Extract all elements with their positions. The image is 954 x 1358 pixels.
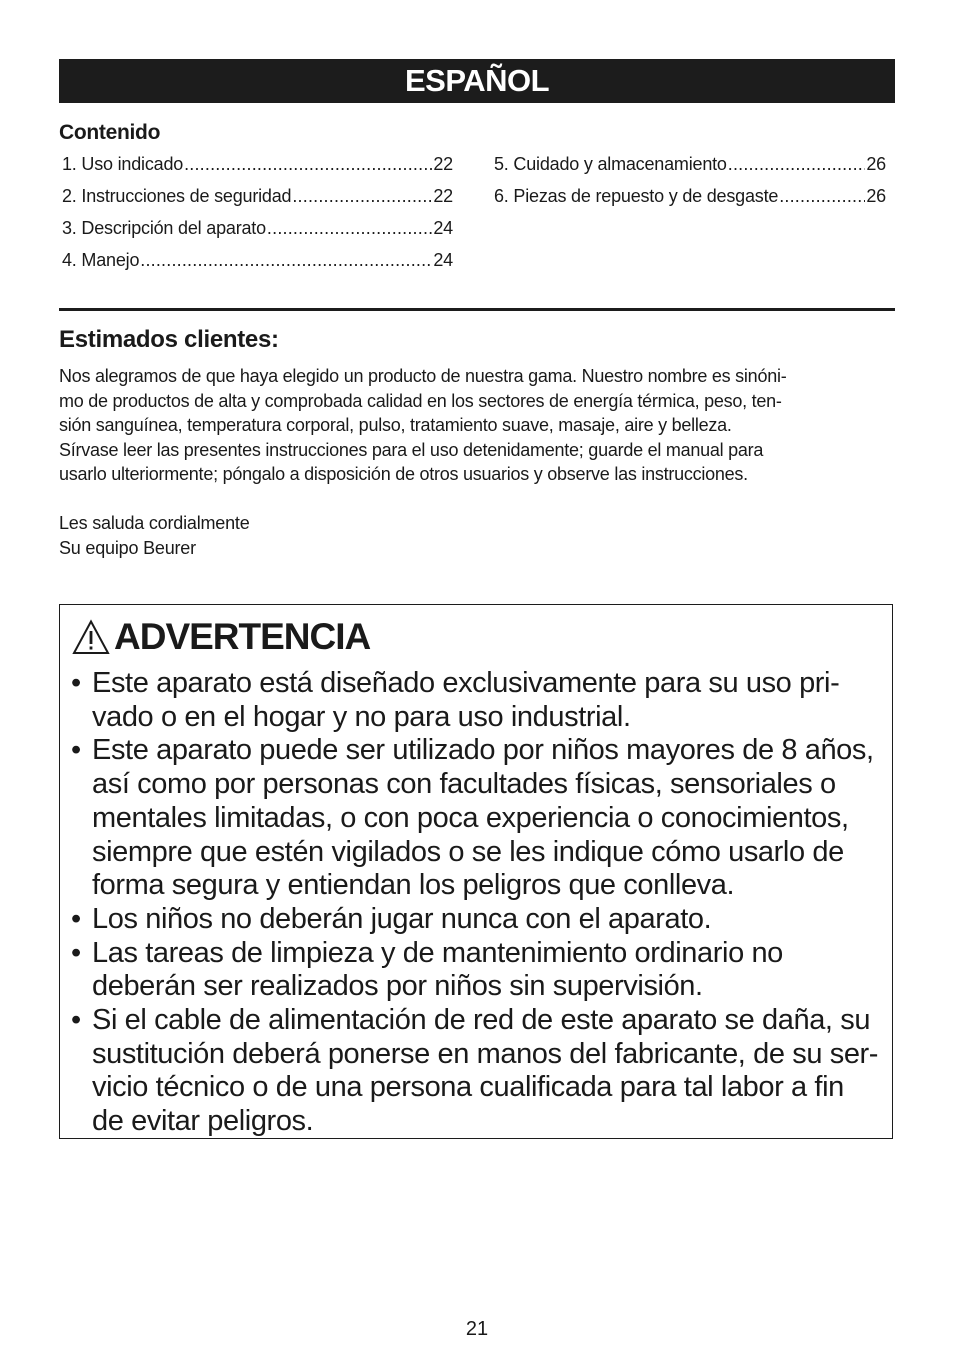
warning-item [71, 734, 883, 903]
toc-entry[interactable] [62, 214, 453, 246]
section-divider [59, 308, 895, 311]
toc-entry-page: 26 [866, 154, 886, 174]
warning-item [71, 1004, 883, 1139]
toc-entry-page: 26 [866, 186, 886, 206]
greeting-line: Nos alegramos de que haya elegido un producto de nuestra gama. Nuestro nombre es sinóni- [59, 366, 787, 386]
toc-leader-dots [140, 246, 432, 274]
language-banner [59, 59, 895, 103]
toc-leader-dots [267, 214, 432, 242]
warning-item-text: Este aparato está diseñado exclusivamente para su uso pri- vado o en el hogar y no para uso industrial. [92, 667, 840, 733]
greeting-signature: Su equipo Beurer [59, 537, 196, 558]
greeting-line: Sírvase leer las presentes instrucciones para el uso detenidamente; guarde el manual para [59, 439, 764, 460]
toc-entry[interactable] [62, 182, 453, 214]
toc-entry-page: 24 [433, 218, 453, 238]
warning-item [71, 903, 883, 937]
bullet: • [71, 734, 81, 767]
toc-entry[interactable] [494, 150, 886, 182]
toc-entry-label: 5. Cuidado y almacenamiento [494, 154, 727, 174]
warning-box [59, 604, 893, 1139]
greeting-title: Estimados clientes: [59, 326, 279, 353]
warning-triangle-icon [72, 619, 110, 655]
toc-entry-label: 3. Descripción del aparato [62, 218, 266, 238]
warning-title: ADVERTENCIA [114, 616, 371, 657]
toc-entry[interactable] [62, 150, 453, 182]
warning-item [71, 937, 883, 1004]
greeting-paragraph [59, 364, 899, 487]
toc-entry-page: 22 [433, 154, 453, 174]
toc-entry-label: 1. Uso indicado [62, 154, 184, 174]
toc-entry-label: 2. Instrucciones de seguridad [62, 186, 292, 206]
toc-leader-dots [728, 150, 866, 178]
warning-item-text: Si el cable de alimentación de red de este aparato se daña, su sustitución deberá ponerse en manos del fabricante, de su ser- vicio técnico o de una persona cualificada para tal labor a fin de evitar peligros. [92, 1004, 879, 1138]
toc-title: Contenido [59, 121, 161, 144]
toc-entry-label: 4. Manejo [62, 250, 140, 270]
warning-list [71, 667, 883, 1139]
toc-entry[interactable] [494, 182, 886, 214]
greeting-line: sión sanguínea, temperatura corporal, pulso, tratamiento suave, masaje, aire y belleza. [59, 415, 732, 436]
warning-item [71, 667, 883, 734]
language-title: ESPAÑOL [404, 63, 550, 98]
greeting-signoff [59, 511, 250, 560]
toc-entry[interactable] [62, 246, 453, 278]
page-number: 21 [465, 1318, 489, 1340]
warning-item-text: Los niños no deberán jugar nunca con el aparato. [92, 902, 712, 935]
bullet: • [71, 667, 81, 699]
toc-entry-page: 22 [433, 186, 453, 206]
bullet: • [71, 1004, 81, 1037]
greeting-closing: Les saluda cordialmente [59, 513, 250, 533]
toc-leader-dots [779, 182, 865, 210]
toc-column-right [494, 150, 886, 214]
warning-header [72, 617, 370, 657]
toc-leader-dots [292, 182, 432, 210]
greeting-line: usarlo ulteriormente; póngalo a disposición de otros usuarios y observe las instrucciones. [59, 464, 748, 485]
toc-column-left [62, 150, 453, 278]
bullet: • [71, 936, 81, 969]
warning-item-text: Este aparato puede ser utilizado por niños mayores de 8 años, así como por personas con facultades físicas, sensoriales o mentales limitadas, o con poca experiencia o conocimientos, siempre que estén vigilados o se les indique cómo usarlo de forma segura y entiendan los peligros que conlleva. [92, 734, 874, 902]
toc-entry-label: 6. Piezas de repuesto y de desgaste [494, 186, 779, 206]
bullet: • [71, 902, 81, 935]
warning-item-text: Las tareas de limpieza y de mantenimiento ordinario no deberán ser realizados por niños sin supervisión. [92, 936, 783, 1003]
greeting-line: mo de productos de alta y comprobada calidad en los sectores de energía térmica, peso, ten- [59, 390, 782, 411]
toc-leader-dots [184, 150, 432, 178]
toc-entry-page: 24 [433, 250, 453, 270]
